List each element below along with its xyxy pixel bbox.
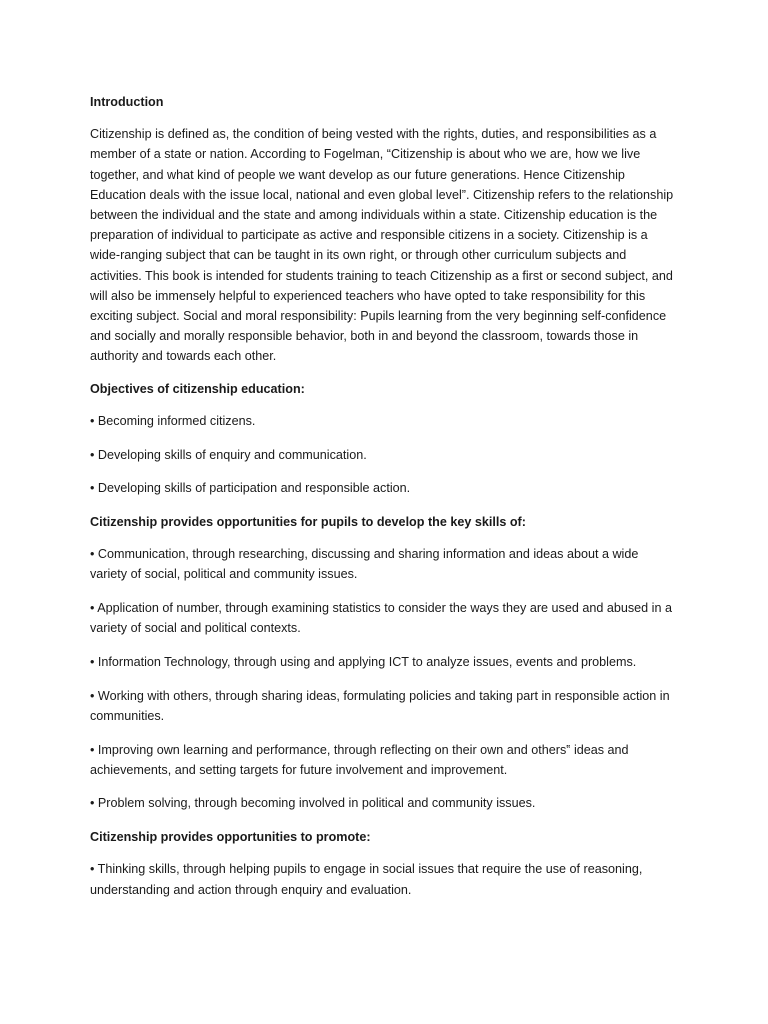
key-skills-heading: Citizenship provides opportunities for pupils to develop the key skills of: bbox=[90, 514, 526, 529]
key-skill-item: • Application of number, through examining statistics to consider the ways they are used and abused in a variety of social and political contexts. bbox=[90, 601, 672, 636]
objectives-heading: Objectives of citizenship education: bbox=[90, 381, 305, 396]
key-skill-item: • Information Technology, through using and applying ICT to analyze issues, events and problems. bbox=[90, 654, 637, 669]
intro-paragraph: Citizenship is defined as, the condition of being vested with the rights, duties, and responsibilities as a member of a state or nation. According to Fogelman, “Citizenship is about who we are, how we live together, and what kind of people we want develop as our future generations. Hence Citizenship Education deals with the issue local, national and even global level”. Citizenship refers to the relationship between the individual and the state and among individuals within a state. Citizenship education is the preparation of individual to participate as active and responsible citizens in a society. Citizenship is a wide-ranging subject that can be taught in its own right, or through other curriculum subjects and activities. This book is intended for students training to teach Citizenship as a first or second subject, and will also be immensely helpful to experienced teachers who have opted to take responsibility for this exciting subject. Social and moral responsibility: Pupils learning from the very beginning self-confidence and socially and morally responsible behavior, both in and beyond the classroom, towards those in authority and towards each other. bbox=[90, 127, 674, 364]
objective-item: • Developing skills of enquiry and communication. bbox=[90, 447, 367, 462]
objective-item: • Becoming informed citizens. bbox=[90, 413, 256, 428]
key-skill-item: • Working with others, through sharing ideas, formulating policies and taking part in responsible action in communities. bbox=[90, 688, 670, 723]
promote-heading: Citizenship provides opportunities to promote: bbox=[90, 830, 371, 845]
key-skill-item: • Communication, through researching, discussing and sharing information and ideas about a wide variety of social, political and community issues. bbox=[90, 547, 639, 582]
document-page bbox=[90, 92, 678, 913]
key-skill-item: • Problem solving, through becoming involved in political and community issues. bbox=[90, 796, 536, 811]
intro-heading: Introduction bbox=[90, 95, 164, 109]
promote-item: • Thinking skills, through helping pupils to engage in social issues that require the use of reasoning, understanding and action through enquiry and evaluation. bbox=[90, 862, 643, 897]
objective-item: • Developing skills of participation and responsible action. bbox=[90, 481, 411, 496]
key-skill-item: • Improving own learning and performance, through reflecting on their own and others‟ ideas and achievements, and setting targets for future involvement and improvement. bbox=[90, 742, 629, 777]
